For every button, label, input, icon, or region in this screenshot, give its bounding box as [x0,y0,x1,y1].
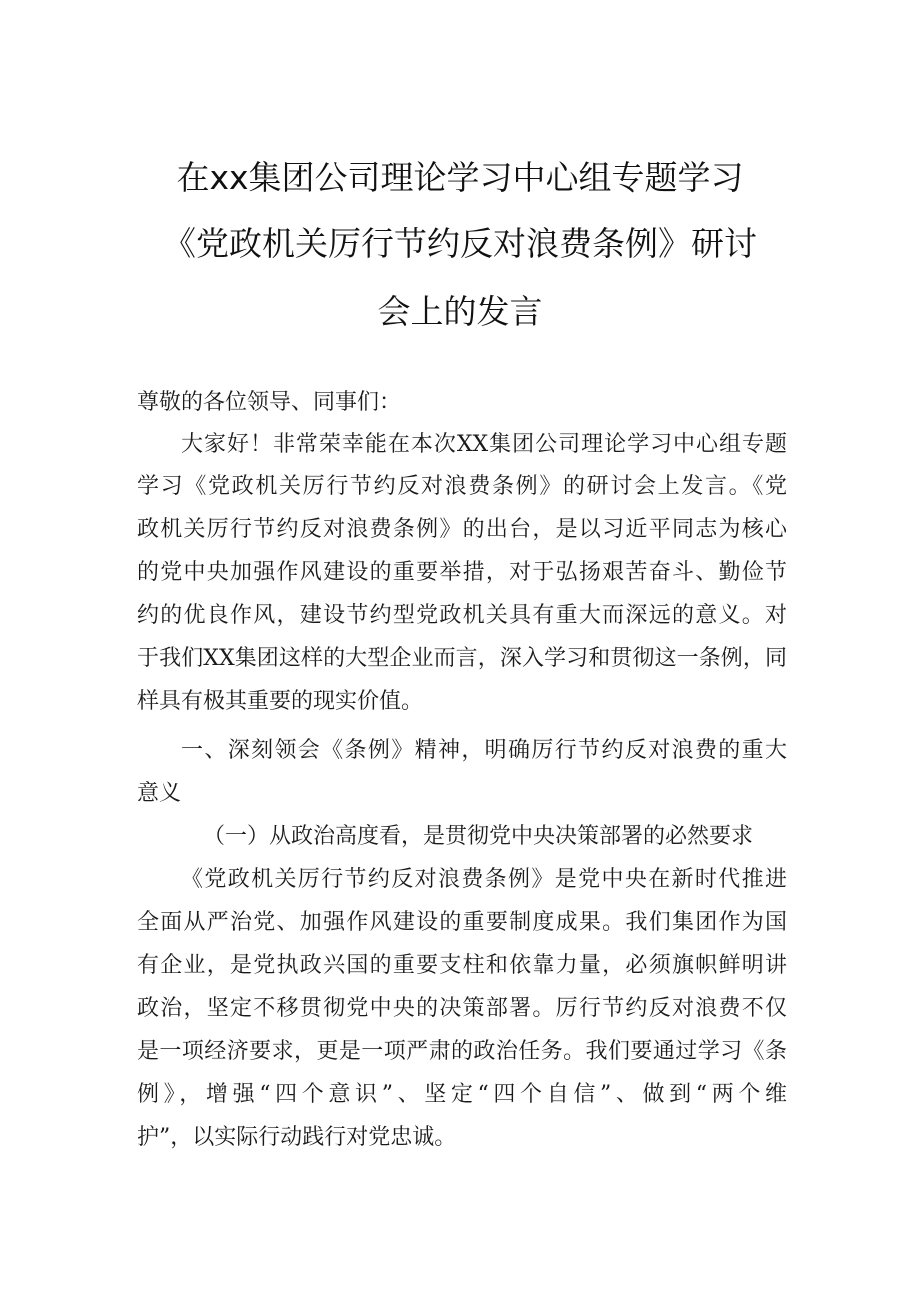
body-line: 有企业，是党执政兴国的重要支柱和依靠力量，必须旗帜鲜明讲 [137,953,787,978]
intro-line: 的党中央加强作风建设的重要举措，对于弘扬艰苦奋斗、勤俭节 [137,560,787,585]
section-heading-1-cont: 意义 [137,781,182,806]
intro-line: 于我们XX集团这样的大型企业而言，深入学习和贯彻这一条例，同 [137,646,787,671]
intro-line: 大家好！非常荣幸能在本次XX集团公司理论学习中心组专题 [181,432,787,457]
document-title-line-1: 在xx集团公司理论学习中心组专题学习 [176,158,744,197]
section-heading-1: 一、深刻领会《条例》精神，明确厉行节约反对浪费的重大 [181,738,787,763]
body-line: 全面从严治党、加强作风建设的重要制度成果。我们集团作为国 [137,910,787,935]
body-line: 政治，坚定不移贯彻党中央的决策部署。厉行节约反对浪费不仅 [137,996,787,1021]
intro-line: 约的优良作风，建设节约型党政机关具有重大而深远的意义。对 [137,603,787,628]
body-line: 例》，增强“四个意识”、坚定“四个自信”、做到“两个维 [137,1082,787,1107]
body-line: 是一项经济要求，更是一项严肃的政治任务。我们要通过学习《条 [137,1039,787,1064]
body-line: 护”，以实际行动践行对党忠诚。 [137,1125,457,1150]
intro-line: 学习《党政机关厉行节约反对浪费条例》的研讨会上发言。《党 [137,474,787,499]
document-title-line-2: 《党政机关厉行节约反对浪费条例》研讨 [163,224,757,263]
document-title-line-3: 会上的发言 [377,292,543,331]
subsection-heading-1: （一）从政治高度看，是贯彻党中央决策部署的必然要求 [203,824,754,849]
salutation: 尊敬的各位领导、同事们： [137,390,402,415]
intro-line: 样具有极其重要的现实价值。 [137,689,424,714]
body-line: 《党政机关厉行节约反对浪费条例》是党中央在新时代推进 [181,867,787,892]
intro-line: 政机关厉行节约反对浪费条例》的出台，是以习近平同志为核心 [137,517,787,542]
